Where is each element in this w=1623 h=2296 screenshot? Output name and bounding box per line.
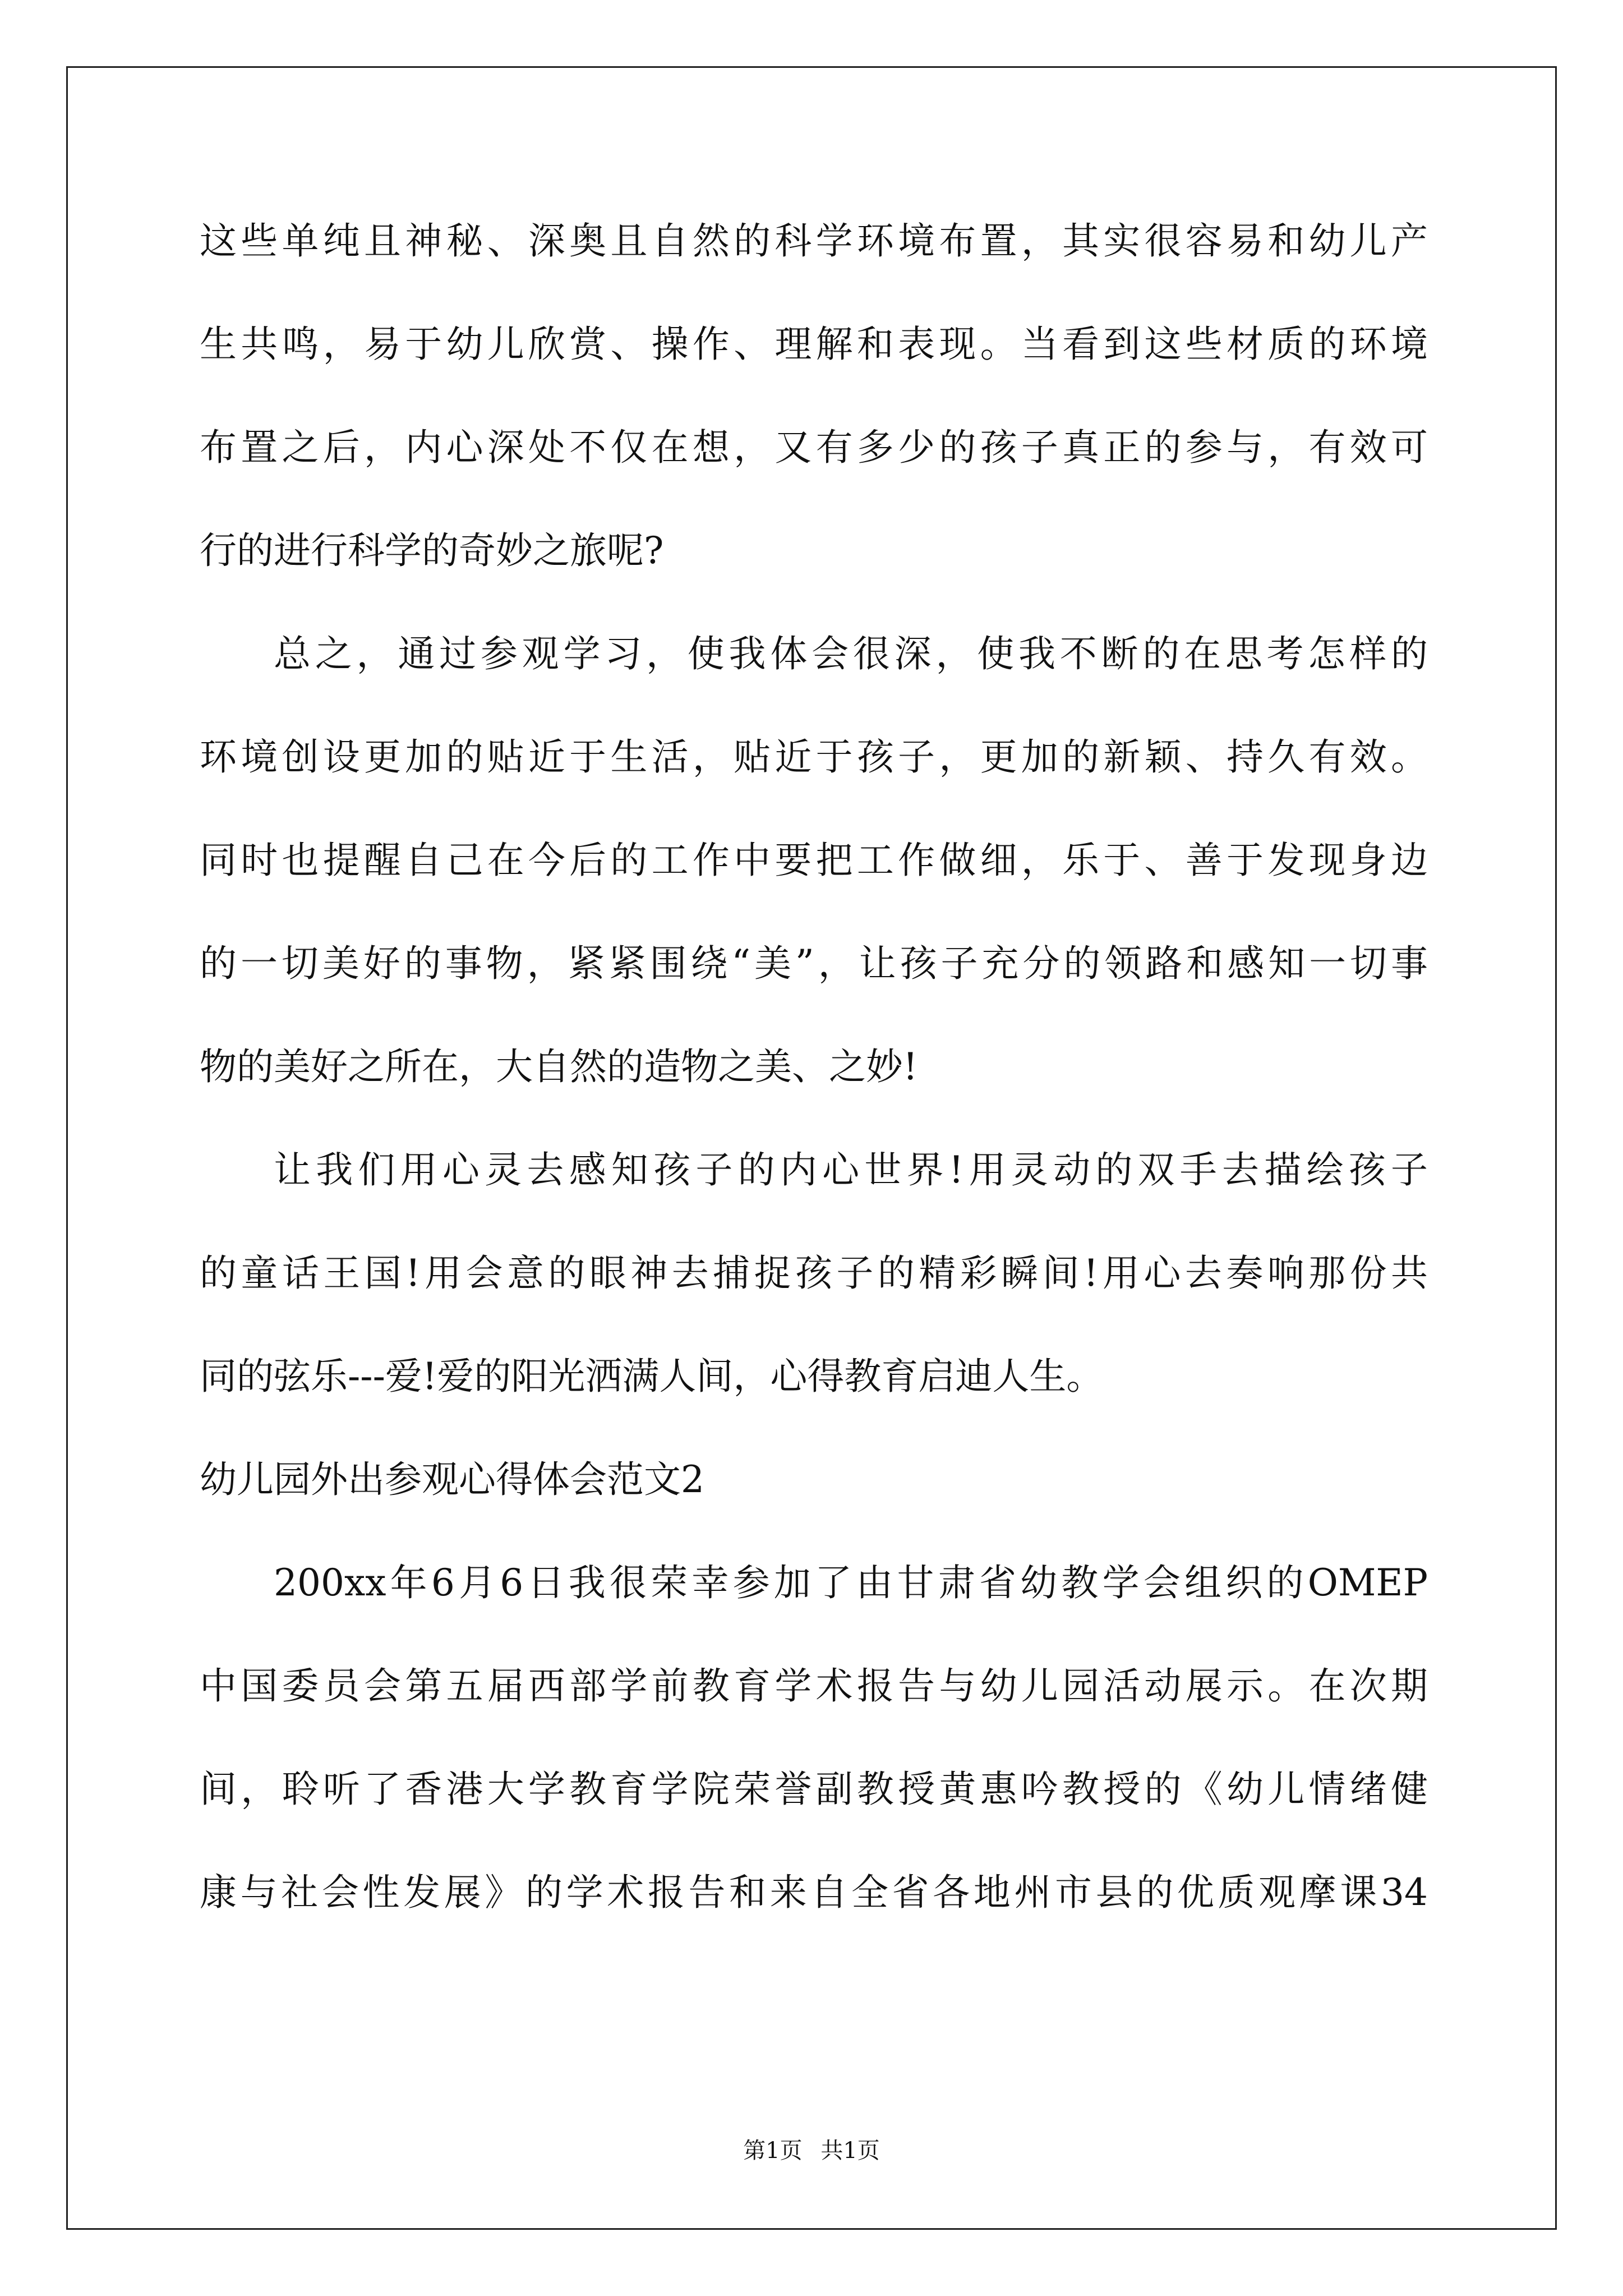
text-line: 同时也提醒自己在今后的工作中要把工作做细，乐于、善于发现身边 bbox=[200, 839, 1428, 882]
text-line: 布置之后，内心深处不仅在想，又有多少的孩子真正的参与，有效可 bbox=[200, 426, 1428, 469]
page-total: 共1页 bbox=[820, 2138, 880, 2164]
page-footer bbox=[0, 2137, 1623, 2164]
section-heading: 幼儿园外出参观心得体会范文2 bbox=[200, 1458, 704, 1501]
paragraph-first-line: 让我们用心灵去感知孩子的内心世界!用灵动的双手去描绘孩子 bbox=[274, 1148, 1428, 1191]
text-line: 物的美好之所在，大自然的造物之美、之妙! bbox=[200, 1045, 918, 1088]
text-line: 这些单纯且神秘、深奥且自然的科学环境布置，其实很容易和幼儿产 bbox=[200, 219, 1428, 263]
paragraph-first-line: 200xx年6月6日我很荣幸参加了由甘肃省幼教学会组织的OMEP bbox=[274, 1561, 1428, 1604]
text-line: 的童话王国!用会意的眼神去捕捉孩子的精彩瞬间!用心去奏响那份共 bbox=[200, 1251, 1428, 1295]
text-line: 康与社会性发展》的学术报告和来自全省各地州市县的优质观摩课34 bbox=[200, 1871, 1428, 1914]
text-line: 中国委员会第五届西部学前教育学术报告与幼儿园活动展示。在次期 bbox=[200, 1664, 1428, 1708]
text-line: 的一切美好的事物，紧紧围绕“美”，让孩子充分的领路和感知一切事 bbox=[200, 942, 1428, 985]
paragraph-first-line: 总之，通过参观学习，使我体会很深，使我不断的在思考怎样的 bbox=[274, 632, 1428, 675]
text-line: 同的弦乐---爱!爱的阳光洒满人间，心得教育启迪人生。 bbox=[200, 1355, 1104, 1398]
text-line: 环境创设更加的贴近于生活，贴近于孩子，更加的新颖、持久有效。 bbox=[200, 735, 1428, 779]
document-body bbox=[200, 219, 1428, 1973]
text-line: 行的进行科学的奇妙之旅呢? bbox=[200, 529, 664, 572]
page-number: 第1页 bbox=[743, 2138, 803, 2164]
text-line: 生共鸣，易于幼儿欣赏、操作、理解和表现。当看到这些材质的环境 bbox=[200, 323, 1428, 366]
text-line: 间，聆听了香港大学教育学院荣誉副教授黄惠吟教授的《幼儿情绪健 bbox=[200, 1768, 1428, 1811]
